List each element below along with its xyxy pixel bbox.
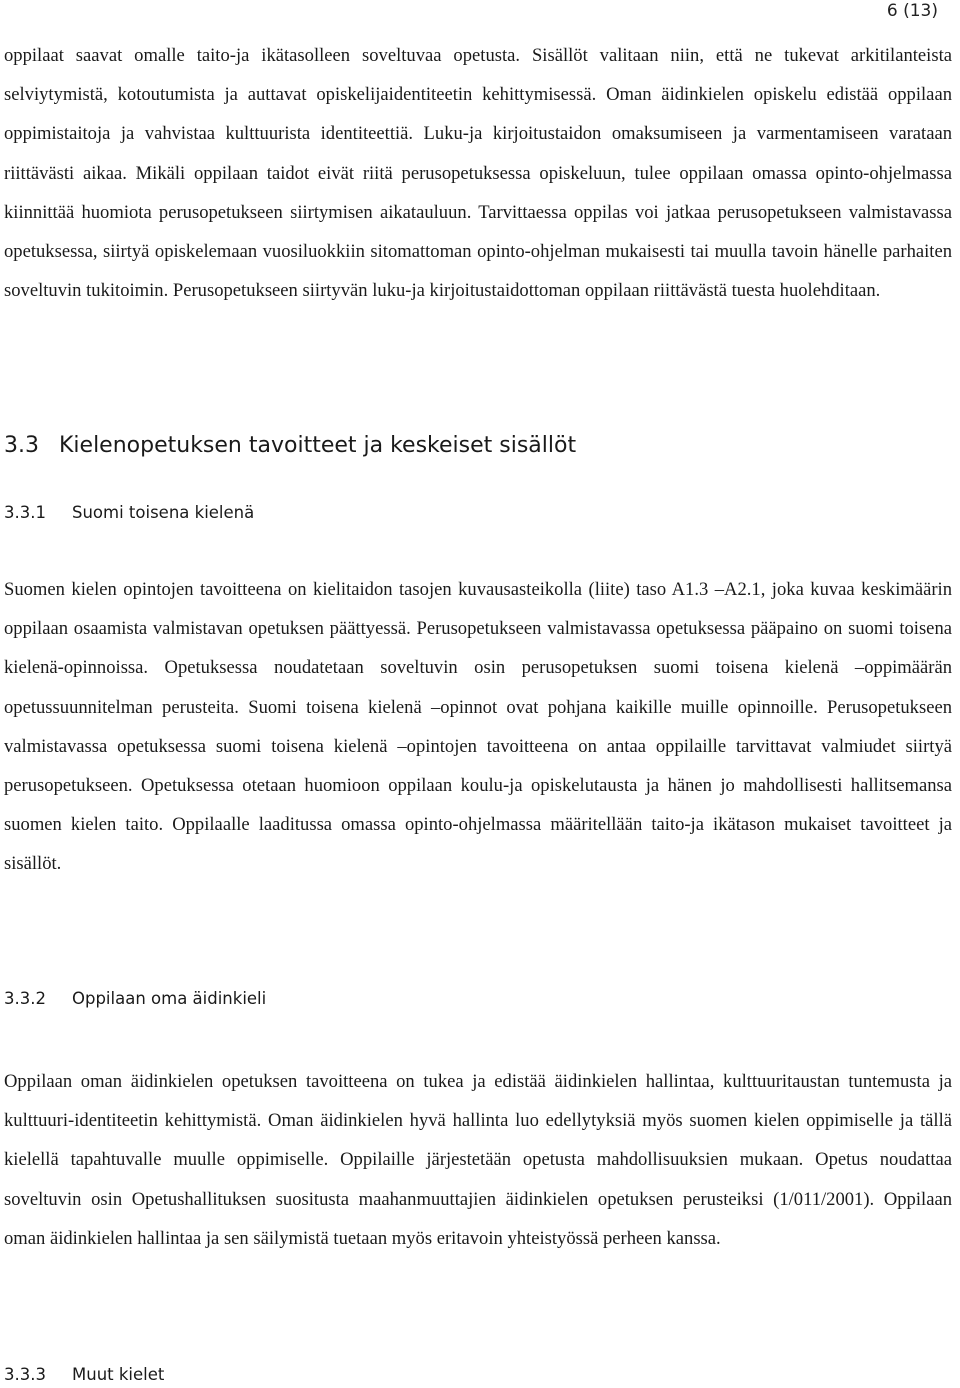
section-number: 3.3 — [4, 433, 39, 458]
paragraph-suomi-toisena-kielena: Suomen kielen opintojen tavoitteena on kielitaidon tasojen kuvausasteikolla (liite) taso A1.3 –A2.1, joka kuvaa keskimäärin oppilaan osaamista valmistavan opetuksen päättyessä. Perusopetukseen valmistavassa opetuksessa pääpaino on suomi toisena kielenä-opinnoissa. Opetuksessa noudatetaan soveltuvin osin perusopetuksen suomi toisena kielenä –oppimäärän opetussuunnitelman perusteita. Suomi toisena kielenä –opinnot ovat pohjana kaikille muille opinnoille. Perusopetukseen valmistavassa opetuksessa suomi toisena kielenä –opintojen tavoitteena on antaa oppilaille tarvittavat valmiudet siirtyä perusopetukseen. Opetuksessa otetaan huomioon oppilaan koulu-ja opiskelutausta ja hänen jo mahdollisesti hallitsemansa suomen kielen taito. Oppilaalle laaditussa omassa opinto-ohjelmassa määritellään taito-ja ikätason mukaiset tavoitteet ja sisällöt. — [4, 579, 952, 875]
paragraph-oma-aidinkieli: Oppilaan oman äidinkielen opetuksen tavoitteena on tukea ja edistää äidinkielen hallintaa, kulttuuritaustan tuntemusta ja kulttuuri-identiteetin kehittymistä. Oman äidinkielen hyvä hallinta luo edellytyksiä myös suomen kielen oppimiselle ja tällä kielellä tapahtuvalle muulle oppimiselle. Oppilaille järjestetään opetusta mahdollisuuksien mukaan. Opetus noudattaa soveltuvin osin Opetushallituksen suositusta maahanmuuttajien äidinkielen opetuksen perusteiksi (1/011/2001). Oppilaan oman äidinkielen hallintaa ja sen säilymistä tuetaan myös eritavoin yhteistyössä perheen kanssa. — [4, 1071, 952, 1249]
subsection-number: 3.3.2 — [4, 989, 46, 1008]
subsection-heading-3-3-3 — [4, 1362, 164, 1388]
subsection-3-3-2-body — [0, 1062, 956, 1258]
subsection-heading-3-3-2 — [4, 986, 266, 1012]
subsection-3-3-1-body — [0, 570, 956, 884]
subsection-heading-3-3-1 — [4, 500, 254, 526]
subsection-title: Oppilaan oma äidinkieli — [72, 989, 267, 1008]
intro-section — [0, 36, 956, 310]
subsection-title: Muut kielet — [72, 1365, 165, 1384]
intro-paragraph: oppilaat saavat omalle taito-ja ikätasolleen soveltuvaa opetusta. Sisällöt valitaan niin, että ne tukevat arkitilanteista selviytymistä, kotoutumista ja auttavat opiskelijaidentiteetin kehittymisessä. Oman äidinkielen opiskelu edistää oppilaan oppimistaitoja ja vahvistaa kulttuurista identiteettiä. Luku-ja kirjoitustaidon omaksumiseen ja varmentamiseen varataan riittävästi aikaa. Mikäli oppilaan taidot eivät riitä perusopetuksessa opiskeluun, tulee oppilaan omassa opinto-ohjelmassa kiinnittää huomiota perusopetukseen siirtymisen aikatauluun. Tarvittaessa oppilas voi jatkaa perusopetukseen valmistavassa opetuksessa, siirtyä opiskelemaan vuosiluokkiin sitomattoman opinto-ohjelman mukaisesti tai muulla tavoin hänelle parhaiten soveltuvin tukitoimin. Perusopetukseen siirtyvän luku-ja kirjoitustaidottoman oppilaan riittävästä tuesta huolehditaan. — [4, 45, 952, 302]
page-number: 6 (13) — [886, 1, 938, 21]
subsection-number: 3.3.3 — [4, 1365, 46, 1384]
section-title: Kielenopetuksen tavoitteet ja keskeiset sisällöt — [59, 433, 577, 458]
section-heading-3-3 — [4, 428, 576, 464]
subsection-number: 3.3.1 — [4, 503, 46, 522]
subsection-title: Suomi toisena kielenä — [72, 503, 255, 522]
